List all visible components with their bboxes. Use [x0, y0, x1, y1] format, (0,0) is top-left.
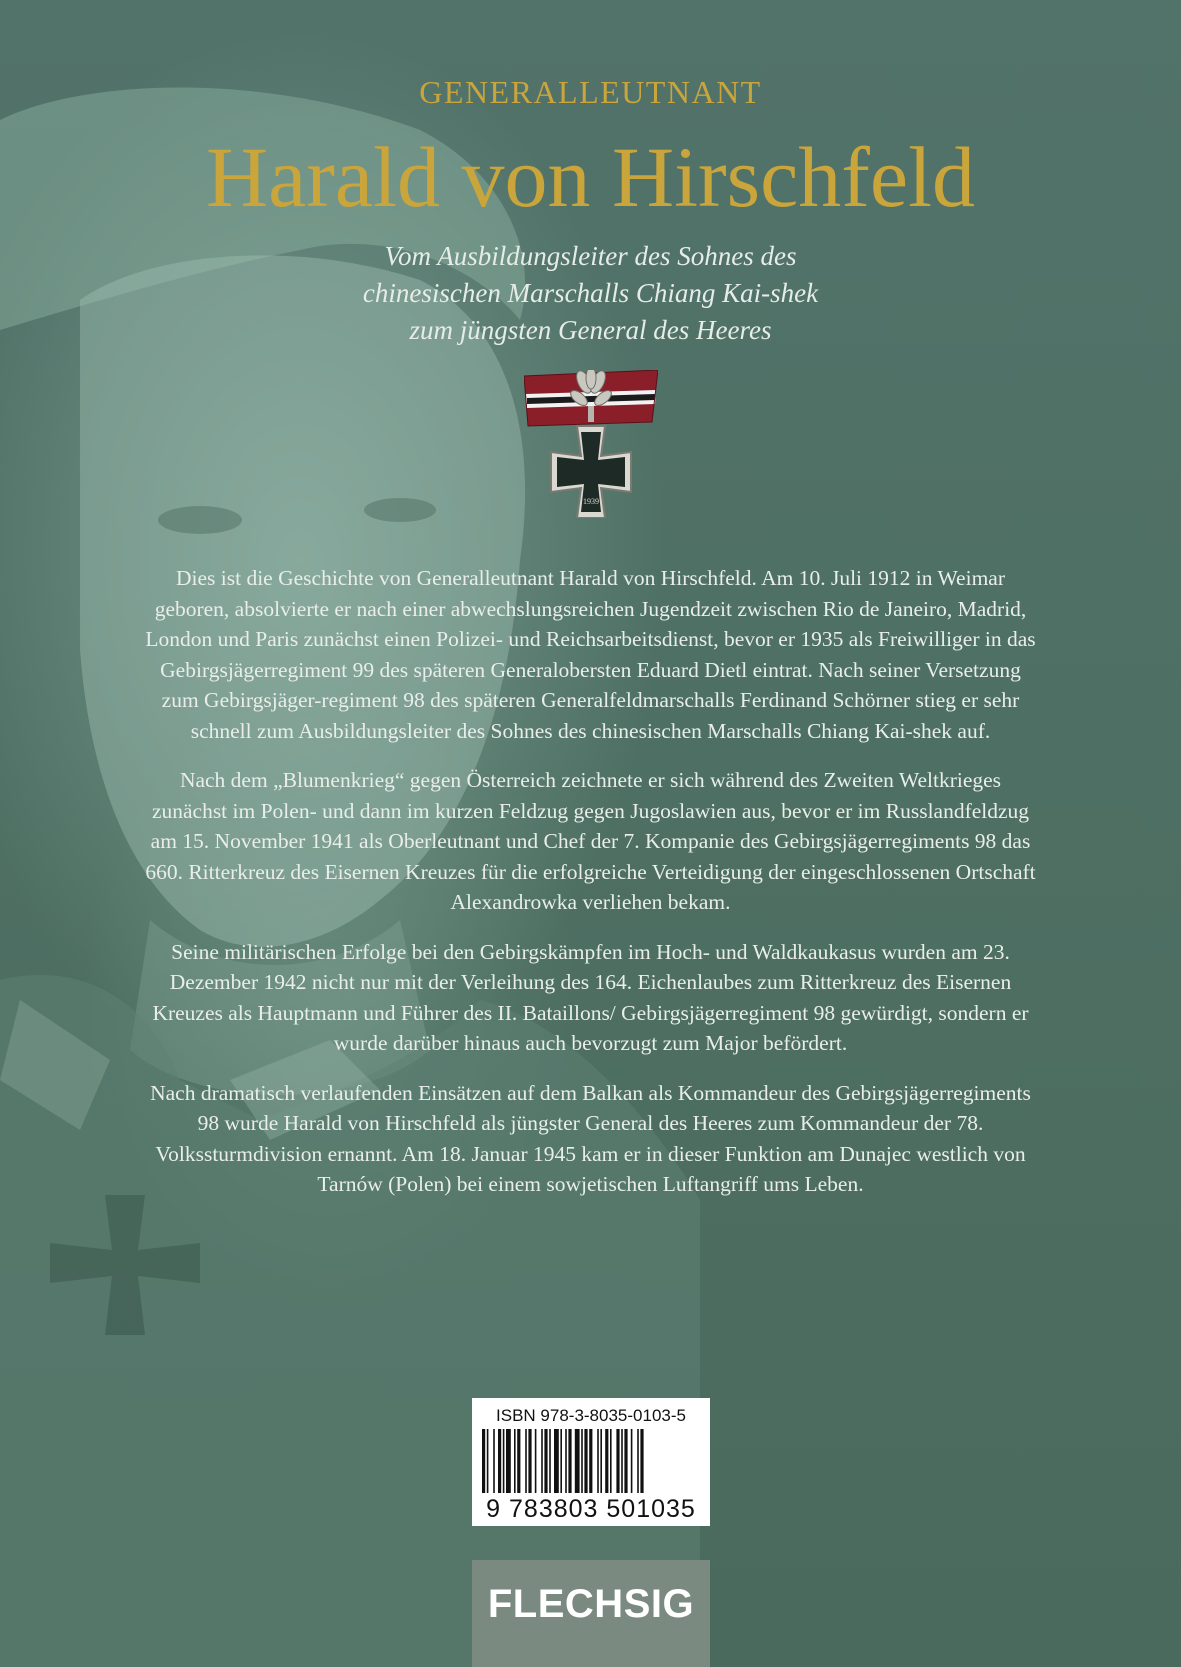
barcode-bar: [503, 1429, 505, 1493]
isbn-digits: 9 783803 501035: [486, 1495, 696, 1523]
barcode-icon: [482, 1429, 700, 1493]
barcode-bar: [541, 1429, 543, 1493]
barcode-bar: [568, 1429, 571, 1493]
barcode-bar: [600, 1429, 602, 1493]
barcode-bar: [597, 1429, 599, 1493]
barcode-bar: [575, 1429, 580, 1493]
barcode-bar: [493, 1429, 495, 1493]
barcode-bar: [589, 1429, 592, 1493]
synopsis-paragraph: Nach dem „Blumenkrieg“ gegen Österreich zeichnete er sich während des Zweiten Weltkrieges zunächst im Polen- und dann im kurzen Feldzug gegen Jugoslawien aus, bevor er im Russlandfeldzug am 15. November 1941 als Oberleutnant und Chef der 7. Kompanie des Gebirgsjägerregiments 98 das 660. Ritterkreuz des Eisernen Kreuzes für die erfolgreiche Verteidigung der eingeschlossenen Ortschaft Alexandrowka verliehen bekam.: [145, 768, 1036, 914]
barcode-bar: [581, 1429, 583, 1493]
barcode-bar: [506, 1429, 511, 1493]
barcode-bar: [560, 1429, 562, 1493]
knights-cross-medal-icon: [524, 370, 658, 518]
synopsis-paragraph: Seine militärischen Erfolge bei den Gebirgskämpfen im Hoch- und Waldkaukasus wurden am 23. Dezember 1942 nicht nur mit der Verleihung des 164. Eichenlaubes zum Ritterkreuz des Eisernen Kreuzes als Hauptmann und Führer des II. Bataillons/ Gebirgsjägerregiment 98 gewürdigt, sondern er wurde darüber hinaus auch bevorzugt zum Major befördert.: [152, 939, 1029, 1055]
isbn-label: ISBN 978-3-8035-0103-5: [496, 1406, 686, 1425]
barcode-bar: [517, 1429, 520, 1493]
barcode-bar: [584, 1429, 587, 1493]
barcode-bar: [525, 1429, 527, 1493]
subtitle: [0, 238, 1181, 349]
barcode-bar: [640, 1429, 643, 1493]
barcode-bar: [605, 1429, 608, 1493]
barcode-bar: [616, 1429, 619, 1493]
book-title: Harald von Hirschfeld: [206, 129, 975, 225]
barcode-bar: [482, 1429, 485, 1493]
publisher-logo: [472, 1560, 710, 1667]
synopsis: [140, 563, 1041, 1219]
barcode-bar: [554, 1429, 559, 1493]
barcode-bar: [610, 1429, 612, 1493]
medal-year: 1939: [583, 497, 599, 506]
barcode-bar: [624, 1429, 627, 1493]
barcode-bar: [498, 1429, 501, 1493]
rank-kicker: GENERALLEUTNANT: [419, 74, 762, 110]
synopsis-paragraph: Nach dramatisch verlaufenden Einsätzen auf dem Balkan als Kommandeur des Gebirgsjägerregiments 98 wurde Harald von Hirschfeld als jüngster General des Heeres zum Kommandeur der 78. Volkssturmdivision ernannt. Am 18. Januar 1945 kam er in dieser Funktion am Dunajec westlich von Tarnów (Polen) bei einem sowjetischen Luftangriff ums Leben.: [150, 1080, 1031, 1196]
barcode-bar: [528, 1429, 531, 1493]
subtitle-line: Vom Ausbildungsleiter des Sohnes des: [384, 241, 797, 271]
barcode-bar: [487, 1429, 489, 1493]
barcode-bar: [565, 1429, 567, 1493]
barcode-bar: [514, 1429, 516, 1493]
subtitle-line: chinesischen Marschalls Chiang Kai-shek: [362, 278, 819, 308]
isbn-barcode: [472, 1398, 710, 1526]
barcode-bar: [621, 1429, 623, 1493]
barcode-bar: [631, 1429, 633, 1493]
barcode-bar: [544, 1429, 547, 1493]
publisher-name: FLECHSIG: [487, 1582, 695, 1626]
synopsis-paragraph: Dies ist die Geschichte von Generalleutnant Harald von Hirschfeld. Am 10. Juli 1912 in Weimar geboren, absolvierte er nach einer abwechslungsreichen Jugendzeit zwischen Rio de Janeiro, Madrid, London und Paris zunächst einen Polizei- und Reichsarbeitsdienst, bevor er 1935 als Freiwilliger in das Gebirgsjägerregiment 99 des späteren Generalobersten Eduard Dietl eintrat. Nach seiner Versetzung zum Gebirgsjäger-regiment 98 des späteren Generalfeldmarschalls Ferdinand Schörner stieg er sehr schnell zum Ausbildungsleiter des Sohnes des chinesischen Marschalls Chiang Kai-shek auf.: [145, 566, 1036, 743]
barcode-bar: [637, 1429, 639, 1493]
subtitle-line: zum jüngsten General des Heeres: [409, 315, 772, 345]
barcode-bar: [535, 1429, 537, 1493]
barcode-bar: [549, 1429, 551, 1493]
